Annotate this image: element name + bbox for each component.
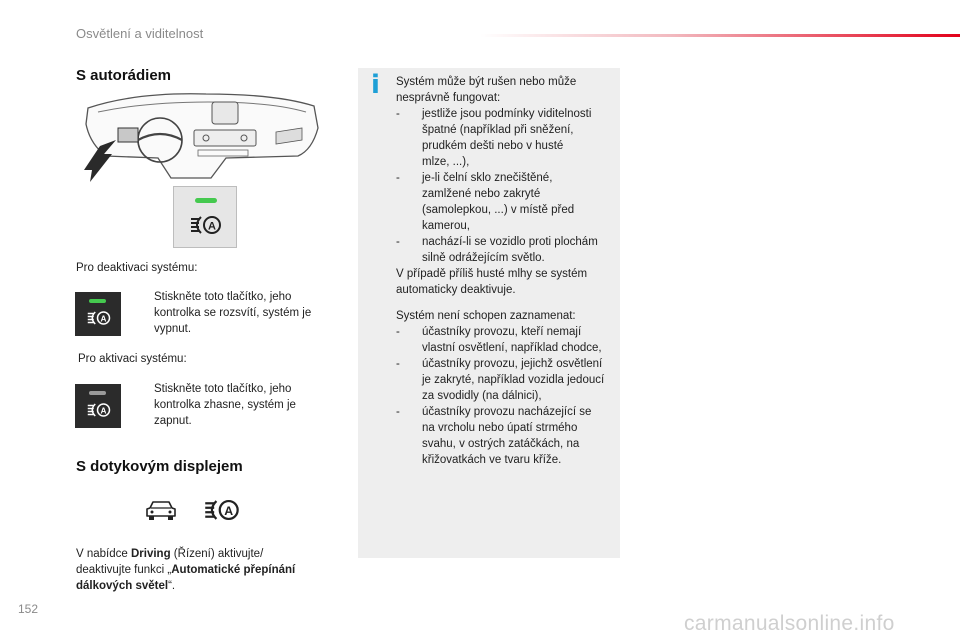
activation-text: Stiskněte toto tlačítko, jeho kontrolka zhasne, systém je zapnut. [154, 383, 296, 427]
watermark: carmanualsonline.info [684, 612, 895, 635]
indicator-led-green [89, 299, 106, 303]
high-beam-button-off [75, 384, 121, 428]
high-beam-auto-button-closeup [173, 186, 237, 248]
list-item: - jestliže jsou podmínky viditelnosti špatné (například při sněžení, prudkém dešti nebo v husté mlze, ...), [396, 108, 592, 168]
activation-intro: Pro aktivaci systému: [78, 353, 187, 365]
svg-text:A: A [208, 220, 216, 233]
deactivation-text: Stiskněte toto tlačítko, jeho kontrolka se rozsvítí, systém je vypnut. [154, 291, 312, 335]
info-icon: i [371, 70, 380, 100]
list-item: - je-li čelní sklo znečištěné, zamlžené nebo zakryté (samolepkou, ...) v místě před kamerou, [396, 172, 575, 232]
touchscreen-instructions: V nabídce Driving (Řízení) aktivujte/ deaktivujte funkci „Automatické přepínání dálkových světel“. [76, 548, 296, 592]
auto-high-beam-icon [203, 496, 241, 524]
auto-high-beam-icon [86, 309, 112, 327]
svg-text:A: A [100, 314, 107, 324]
info-list-interference [396, 106, 618, 266]
section-title-touchscreen: S dotykovým displejem [76, 458, 243, 475]
list-item: - nachází-li se vozidlo proti plochám silně odrážejícím světlo. [396, 236, 598, 264]
list-item: - účastníky provozu, jejichž osvětlení je zakryté, například vozidla jedoucí za svodidly (na dálnici), [396, 358, 605, 402]
deactivation-intro: Pro deaktivaci systému: [76, 262, 198, 274]
svg-text:A: A [224, 504, 234, 519]
car-icon [144, 498, 178, 522]
header-accent-line [480, 34, 960, 37]
list-item: - účastníky provozu nacházející se na vrcholu nebo úpatí strmého svahu, v ostrých zatáčkách, na křižovatkách ve tvaru kříže. [396, 406, 592, 466]
page-header-title: Osvětlení a viditelnost [76, 26, 204, 41]
dashboard-illustration [76, 88, 324, 184]
indicator-led-off [89, 391, 106, 395]
page-number: 152 [18, 602, 39, 616]
svg-text:A: A [100, 406, 107, 416]
list-item: - účastníky provozu, kteří nemají vlastní osvětlení, například chodce, [396, 326, 602, 354]
section-title-autoradio: S autorádiem [76, 67, 172, 84]
high-beam-button-lit [75, 292, 121, 336]
info-paragraph-interference: Systém může být rušen nebo může nesprávně fungovat: [396, 76, 577, 104]
info-paragraph-fog: V případě příliš husté mlhy se systém automaticky deaktivuje. [396, 268, 588, 296]
info-paragraph-not-detected: Systém není schopen zaznamenat: [396, 310, 576, 322]
auto-high-beam-icon [189, 213, 223, 237]
indicator-led-green [195, 198, 217, 203]
auto-high-beam-icon [86, 401, 112, 419]
info-list-not-detected [396, 324, 618, 468]
